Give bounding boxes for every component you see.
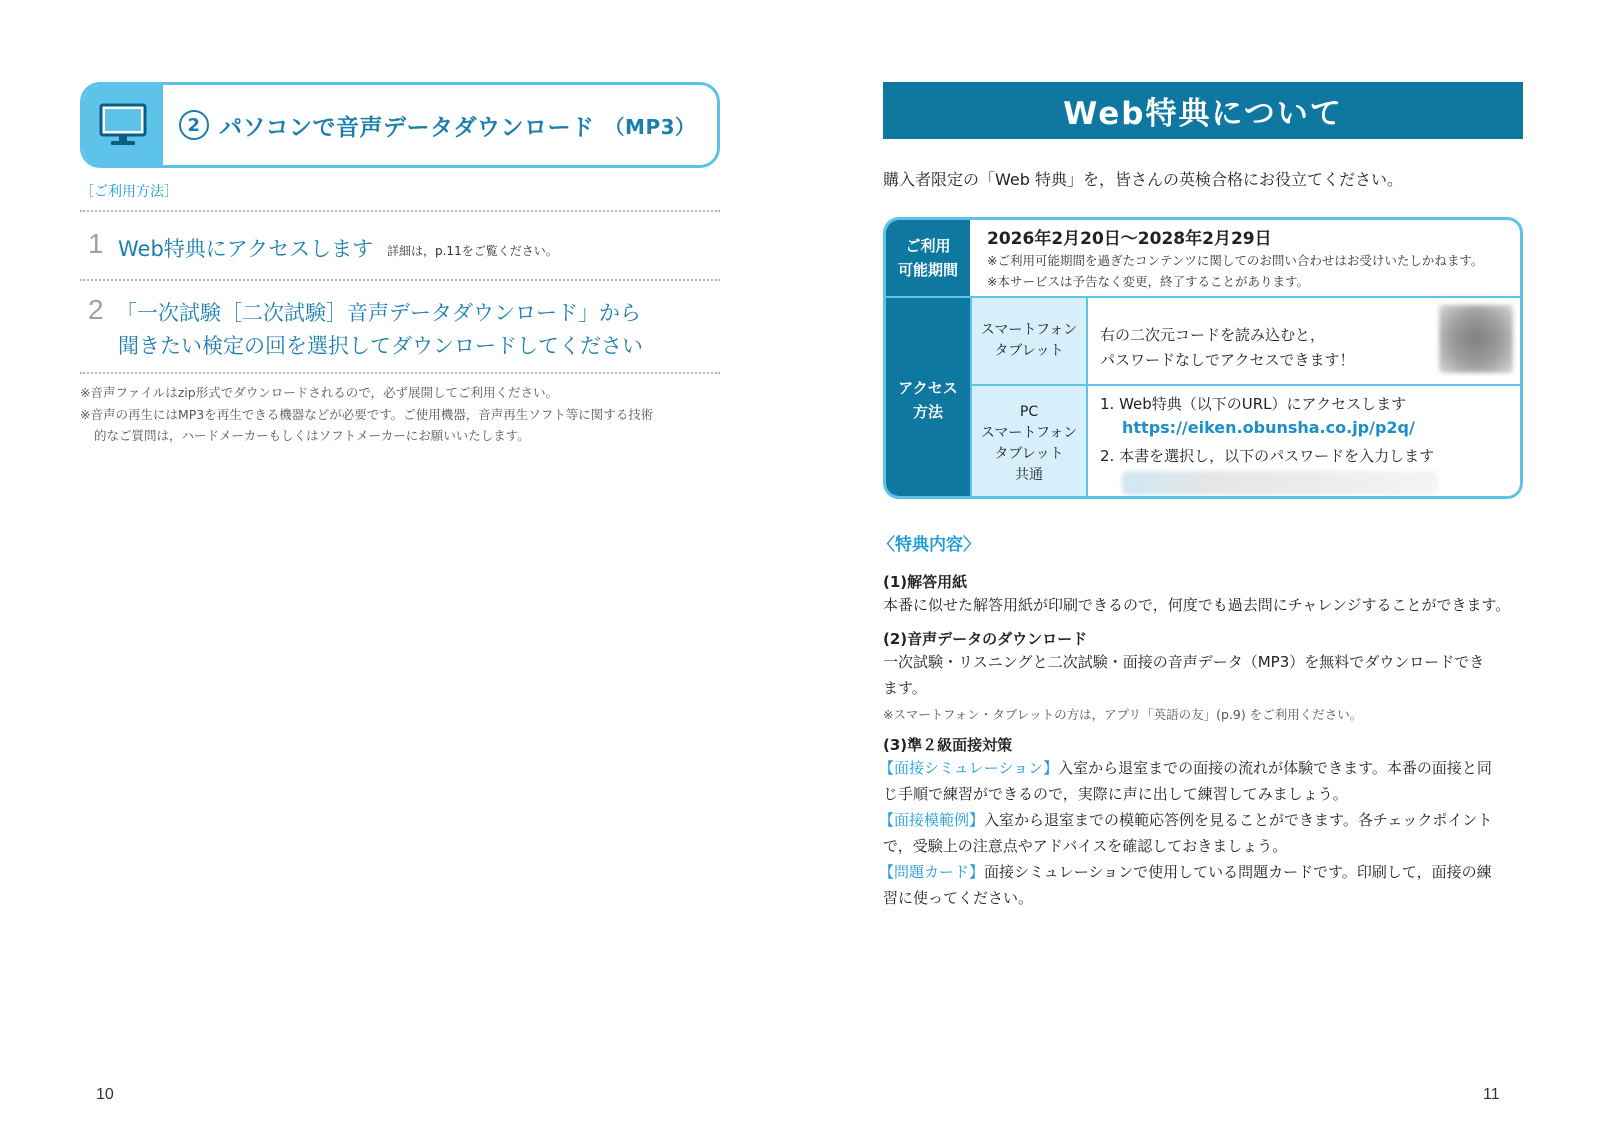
period-date: 2026年2月20日〜2028年2月29日 [987,229,1272,249]
smartphone-text [1100,323,1355,373]
note-2: ※音声の再生にはMP3を再生できる機器などが必要です。ご使用機器，音声再生ソフト等に関する技術 [80,407,654,422]
step-2-line-2: 聞きたい検定の回を選択してダウンロードしてください [118,334,643,358]
contents-title: 〈特典内容〉 [878,535,980,555]
period-head-cell [886,220,970,296]
qr-code[interactable] [1439,305,1513,373]
period-head-line-1: ご利用 [905,237,951,255]
section-3-head: (3)準２級面接対策 [883,736,1013,754]
smartphone-label-cell [972,298,1086,384]
header-title [179,85,696,165]
password-field [1122,471,1438,495]
access-head-cell [886,298,970,499]
intro-text: 購入者限定の「Web 特典」を，皆さんの英検合格にお役立てください。 [883,170,1403,189]
section-3-item-3 [879,859,1519,885]
item-tag: 【面接模範例】 [879,811,985,829]
section-2-head: (2)音声データのダウンロード [883,630,1088,648]
item-tag: 【問題カード】 [879,863,985,881]
section-3-item-1 [879,755,1519,781]
page-number-right: 11 [1483,1086,1500,1103]
period-note-1: ※ご利用可能期間を過ぎたコンテンツに関してのお問い合わせはお受けいたしかねます。 [987,253,1484,268]
step-1-number: 1 [88,228,104,259]
section-1-head: (1)解答用紙 [883,573,968,591]
pc-label-line-3: タブレット [994,446,1064,462]
access-head-line-2: 方法 [912,403,943,421]
section-2-line-1: 一次試験・リスニングと二次試験・面接の音声データ（MP3）を無料でダウンロードでき [883,653,1485,671]
section-3-item-2-continued: で，受験上の注意点やアドバイスを確認しておきましょう。 [883,837,1288,855]
smartphone-text-line-2: パスワードなしでアクセスできます！ [1100,351,1355,369]
item-text: 面接シミュレーションで使用している問題カードです。印刷して，面接の練 [984,863,1492,881]
item-tag: 【面接シミュレーション】 [879,759,1059,777]
smartphone-label-line-2: タブレット [994,343,1064,359]
item-text: 入室から退室までの面接の流れが体験できます。本番の面接と同 [1058,759,1492,777]
smartphone-text-line-1: 右の二次元コードを読み込むと， [1100,326,1326,344]
item-text: 入室から退室までの模範応答例を見ることができます。各チェックポイント [984,811,1493,829]
pc-step-2: 2. 本書を選択し，以下のパスワードを入力します [1100,447,1435,465]
smartphone-label-line-1: スマートフォン [980,322,1078,338]
section-3-item-2 [879,807,1519,833]
period-head-line-2: 可能期間 [897,261,958,279]
pc-label-line-4: 共通 [1015,467,1043,483]
step-2-line-1: 「一次試験［二次試験］音声データダウンロード」から [116,301,641,325]
step-1-note: 詳細は，p.11をご覧ください。 [387,244,558,258]
section-2-line-2: ます。 [883,679,927,697]
access-url-link[interactable]: https://eiken.obunsha.co.jp/p2q/ [1122,418,1415,437]
period-content [987,224,1483,292]
web-benefits-banner: Web特典について [883,82,1523,139]
step-1-text: Web特典にアクセスします [118,237,374,261]
pc-label-line-1: PC [1019,404,1039,420]
note-1: ※音声ファイルはzip形式でダウンロードされるので，必ず展開してご利用ください。 [80,385,558,400]
note-2-continued: 的なご質問は，ハードメーカーもしくはソフトメーカーにお願いいたします。 [94,428,530,443]
divider [80,279,720,281]
divider [80,210,720,212]
page-number-left: 10 [96,1086,114,1103]
section-3-item-1-continued: じ手順で練習ができるので，実際に声に出して練習してみましょう。 [883,785,1348,803]
circle-number: 2 [179,110,209,140]
column-divider [970,298,972,499]
divider [80,372,720,374]
pc-label-cell [972,386,1086,499]
pc-step-1: 1. Web特典（以下のURL）にアクセスします [1100,395,1407,413]
step-2-number: 2 [88,294,104,325]
header-icon-area [83,85,163,165]
section-header [80,82,720,168]
access-info-table [883,217,1523,499]
header-title-suffix: （MP3） [604,114,696,139]
access-head-line-1: アクセス [898,379,958,397]
period-note-2: ※本サービスは予告なく変更，終了することがあります。 [987,274,1309,289]
header-title-text: パソコンで音声データダウンロード [219,114,595,141]
section-2-note: ※スマートフォン・タブレットの方は，アプリ「英語の友」(p.9) をご利用ください。 [883,707,1363,722]
section-3-item-3-continued: 習に使ってください。 [883,889,1034,907]
pc-label-line-2: スマートフォン [980,425,1078,441]
usage-label: ［ご利用方法］ [80,184,178,200]
column-divider [1086,298,1088,499]
section-1-text: 本番に似せた解答用紙が印刷できるので，何度でも過去問にチャレンジすることができます。 [883,596,1511,614]
monitor-icon [98,102,148,148]
